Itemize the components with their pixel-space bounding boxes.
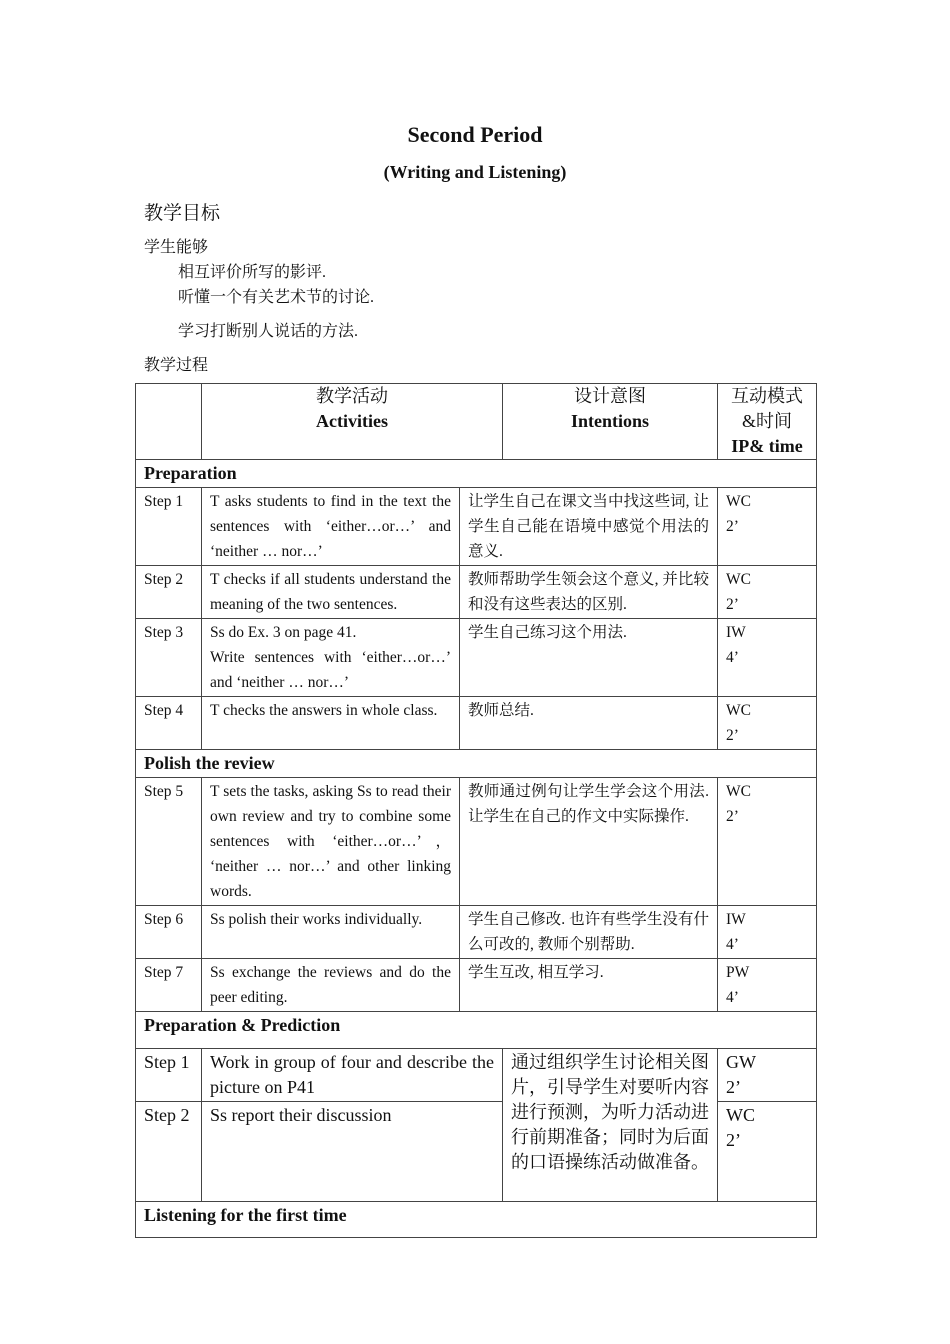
intention-cell: 教师总结. xyxy=(460,697,718,750)
header-activities-cn: 教学活动 xyxy=(316,386,388,406)
activity-cell xyxy=(202,619,460,697)
table-row xyxy=(136,906,817,959)
section-row xyxy=(136,1012,817,1049)
objective-1: 相互评价所写的影评. xyxy=(178,264,327,281)
header-activities-en: Activities xyxy=(316,411,388,431)
ip-value: WC xyxy=(726,493,751,510)
time-value: 2’ xyxy=(726,518,739,535)
ip-time-cell xyxy=(718,906,817,959)
header-ip-time xyxy=(718,384,817,460)
time-value: 2’ xyxy=(726,808,739,825)
table-row xyxy=(136,959,817,1012)
intention-cell: 学生自己修改. 也许有些学生没有什么可改的, 教师个别帮助. xyxy=(460,906,718,959)
intention-cell: 让学生自己在课文当中找这些词, 让学生自己能在语境中感觉个用法的意义. xyxy=(460,488,718,566)
step-cell: Step 3 xyxy=(136,619,202,697)
page-subtitle: (Writing and Listening) xyxy=(383,162,567,182)
objectives-heading: 教学目标 xyxy=(144,202,221,224)
intention-cell: 通过组织学生讨论相关图片，引导学生对要听内容进行预测，为听力活动进行前期准备；同时为后面的口语操练活动做准备。 xyxy=(503,1049,718,1202)
header-ip-time-label: &时间 xyxy=(741,411,792,431)
time-value: 4’ xyxy=(726,936,739,953)
activity-line: Write sentences with ‘either…or…’ and ‘neither … nor…’ xyxy=(210,649,451,691)
ip-value: IW xyxy=(726,624,746,641)
table-row xyxy=(136,778,817,906)
table-row xyxy=(136,697,817,750)
ip-time-cell xyxy=(718,1102,817,1202)
ip-value: WC xyxy=(726,571,751,588)
ip-time-cell xyxy=(718,697,817,750)
ip-value: WC xyxy=(726,783,751,800)
lesson-plan-table xyxy=(135,383,817,1238)
process-heading: 教学过程 xyxy=(144,357,209,374)
ip-value: GW xyxy=(726,1052,756,1072)
ip-time-cell xyxy=(718,1049,817,1102)
time-value: 2’ xyxy=(726,596,739,613)
ip-value: PW xyxy=(726,964,750,981)
table-row xyxy=(136,1049,817,1102)
table-row xyxy=(136,566,817,619)
intention-cell: 学生互改, 相互学习. xyxy=(460,959,718,1012)
step-cell: Step 1 xyxy=(136,1049,202,1102)
activity-cell: Ss exchange the reviews and do the peer editing. xyxy=(202,959,460,1012)
ip-time-cell xyxy=(718,619,817,697)
table-header-row xyxy=(136,384,817,460)
ip-time-cell xyxy=(718,566,817,619)
ip-time-cell xyxy=(718,488,817,566)
section-row xyxy=(136,1202,817,1238)
step-cell: Step 1 xyxy=(136,488,202,566)
section-title-polish: Polish the review xyxy=(136,750,817,778)
table-row xyxy=(136,488,817,566)
activity-line: Ss do Ex. 3 on page 41. xyxy=(210,624,357,641)
time-value: 4’ xyxy=(726,989,739,1006)
step-cell: Step 4 xyxy=(136,697,202,750)
activity-cell: Ss polish their works individually. xyxy=(202,906,460,959)
ip-value: WC xyxy=(726,1105,755,1125)
intention-cell: 教师通过例句让学生学会这个用法. 让学生在自己的作文中实际操作. xyxy=(460,778,718,906)
activity-cell: T checks if all students understand the meaning of the two sentences. xyxy=(202,566,460,619)
ip-time-cell xyxy=(718,959,817,1012)
objective-3: 学习打断别人说话的方法. xyxy=(178,323,359,340)
section-row xyxy=(136,460,817,488)
intention-cell: 学生自己练习这个用法. xyxy=(460,619,718,697)
activity-cell: Ss report their discussion xyxy=(202,1102,503,1202)
students-can: 学生能够 xyxy=(144,239,209,256)
time-value: 4’ xyxy=(726,649,739,666)
section-title-preparation: Preparation xyxy=(136,460,817,488)
section-title-prediction: Preparation & Prediction xyxy=(136,1012,817,1049)
header-activities xyxy=(202,384,503,460)
header-ip-cn: 互动模式 xyxy=(731,386,803,406)
section-row xyxy=(136,750,817,778)
header-ip-en: IP& time xyxy=(731,436,803,456)
objective-2: 听懂一个有关艺术节的讨论. xyxy=(178,289,375,306)
header-step-cell xyxy=(136,384,202,460)
step-cell: Step 7 xyxy=(136,959,202,1012)
header-intentions-en: Intentions xyxy=(570,411,650,431)
time-value: 2’ xyxy=(726,727,739,744)
time-value: 2’ xyxy=(726,1077,741,1097)
step-cell: Step 2 xyxy=(136,566,202,619)
header-intentions xyxy=(503,384,718,460)
activity-cell: T asks students to find in the text the sentences with ‘either…or…’ and ‘neither … nor…’ xyxy=(202,488,460,566)
step-cell: Step 6 xyxy=(136,906,202,959)
page-title: Second Period xyxy=(407,122,543,147)
ip-value: IW xyxy=(726,911,746,928)
activity-cell: T sets the tasks, asking Ss to read their own review and try to combine some sentences with ‘either…or…’， ‘neither … nor…’ and other linking words. xyxy=(202,778,460,906)
ip-value: WC xyxy=(726,702,751,719)
activity-cell: T checks the answers in whole class. xyxy=(202,697,460,750)
step-cell: Step 5 xyxy=(136,778,202,906)
step-cell: Step 2 xyxy=(136,1102,202,1202)
table-row xyxy=(136,619,817,697)
ip-time-cell xyxy=(718,778,817,906)
header-intentions-cn: 设计意图 xyxy=(574,386,646,406)
time-value: 2’ xyxy=(726,1130,741,1150)
activity-cell: Work in group of four and describe the picture on P41 xyxy=(202,1049,503,1102)
section-title-listening: Listening for the first time xyxy=(136,1202,817,1238)
intention-cell: 教师帮助学生领会这个意义, 并比较和没有这些表达的区别. xyxy=(460,566,718,619)
